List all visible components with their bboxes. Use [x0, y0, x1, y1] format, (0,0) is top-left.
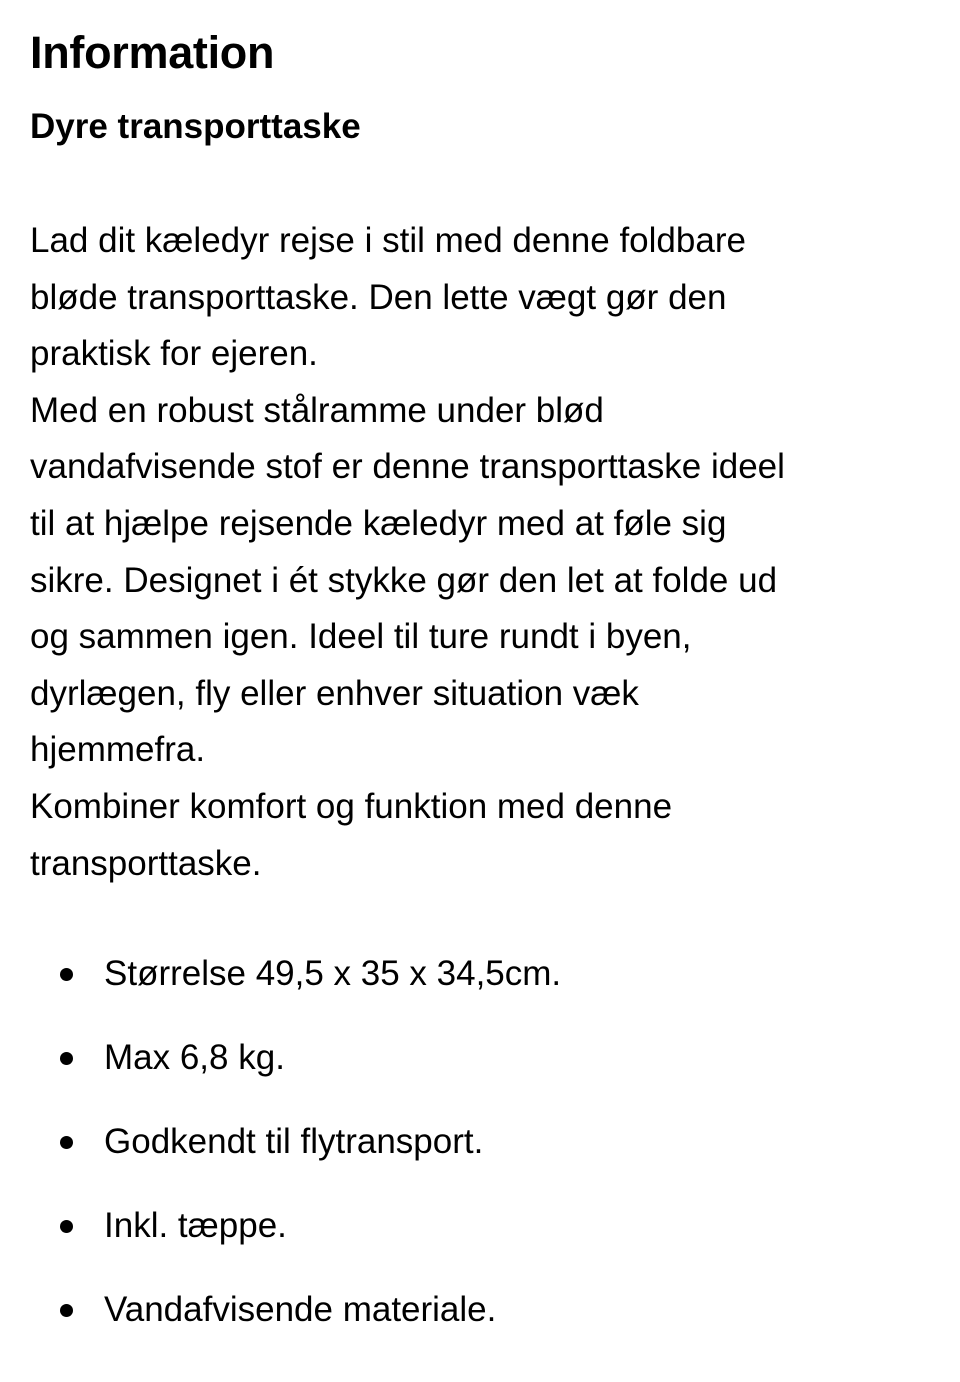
section-heading: Information — [30, 27, 275, 78]
feature-item-max-weight — [30, 1016, 930, 1100]
description-line: bløde transporttaske. Den lette vægt gør den — [30, 277, 727, 317]
product-description — [30, 213, 930, 892]
description-line: vandafvisende stof er denne transporttaske ideel — [30, 447, 785, 487]
feature-item-size — [30, 932, 930, 1016]
feature-item-blanket — [30, 1184, 930, 1268]
feature-item-flight-approved — [30, 1100, 930, 1184]
feature-text: Godkendt til flytransport. — [104, 1122, 484, 1161]
feature-text: Størrelse 49,5 x 35 x 34,5cm. — [104, 954, 562, 993]
feature-list — [30, 932, 930, 1352]
description-line: Med en robust stålramme under blød — [30, 390, 604, 430]
bullet-icon — [60, 968, 73, 981]
description-line: hjemmefra. — [30, 730, 206, 770]
product-title: Dyre transporttaske — [30, 107, 361, 146]
description-line: sikre. Designet i ét stykke gør den let at folde ud — [30, 560, 778, 600]
description-line: til at hjælpe rejsende kæledyr med at føle sig — [30, 503, 727, 543]
bullet-icon — [60, 1304, 73, 1317]
description-line: og sammen igen. Ideel til ture rundt i byen, — [30, 617, 692, 657]
description-line: Lad dit kæledyr rejse i stil med denne foldbare — [30, 221, 746, 260]
feature-text: Max 6,8 kg. — [104, 1038, 285, 1077]
bullet-icon — [60, 1052, 73, 1065]
description-line: dyrlægen, fly eller enhver situation væk — [30, 673, 639, 713]
bullet-icon — [60, 1136, 73, 1149]
feature-text: Vandafvisende materiale. — [104, 1290, 497, 1329]
description-line: praktisk for ejeren. — [30, 334, 318, 374]
description-line: transporttaske. — [30, 843, 262, 883]
feature-item-material — [30, 1268, 930, 1352]
feature-text: Inkl. tæppe. — [104, 1206, 287, 1245]
description-line: Kombiner komfort og funktion med denne — [30, 786, 673, 826]
bullet-icon — [60, 1220, 73, 1233]
